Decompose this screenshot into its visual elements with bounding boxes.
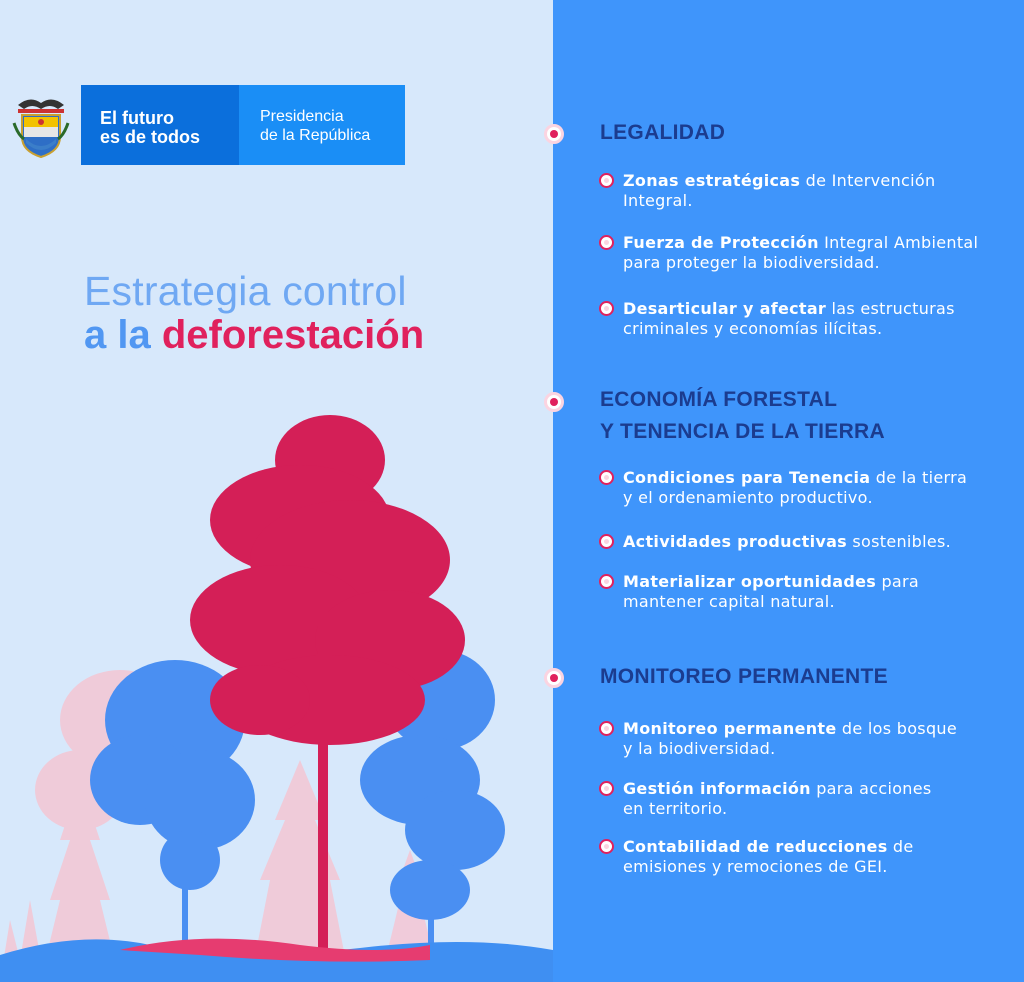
colombia-coat-of-arms-icon: [12, 95, 70, 161]
list-item: [599, 719, 1009, 759]
list-item: [599, 468, 1009, 508]
item-rest: las estructuras: [826, 299, 955, 318]
item-line-2: criminales y economías ilícitas.: [623, 319, 883, 338]
forest-illustration: [0, 400, 553, 982]
item-bold: Fuerza de Protección: [623, 233, 819, 252]
item-bold: Monitoreo permanente: [623, 719, 837, 738]
title-line-2-prefix: a la: [84, 313, 162, 357]
bullet-icon: [599, 301, 614, 316]
logo-pres-line-1: Presidencia: [260, 108, 344, 125]
section-title-line-1: ECONOMÍA FORESTAL: [600, 388, 838, 411]
item-bold: Condiciones para Tenencia: [623, 468, 871, 487]
section-title-line-2: Y TENENCIA DE LA TIERRA: [600, 420, 885, 443]
item-rest: de los bosque: [836, 719, 957, 738]
logo-el-futuro: [81, 85, 239, 165]
title-line-2: [84, 312, 544, 358]
list-item: [599, 837, 1009, 877]
section-title-legalidad: LEGALIDAD: [600, 121, 726, 144]
logo-presidencia: [239, 85, 405, 165]
item-rest: para: [876, 572, 919, 591]
list-item: [599, 572, 1009, 612]
section-title-economia: [600, 384, 885, 448]
item-rest: Integral Ambiental: [818, 233, 979, 252]
item-rest: de: [887, 837, 914, 856]
list-item: [599, 233, 1009, 273]
item-rest: para acciones: [810, 779, 932, 798]
item-bold: Desarticular y afectar: [623, 299, 827, 318]
item-line-2: y el ordenamiento productivo.: [623, 488, 873, 507]
logo-line-1: El futuro: [100, 108, 174, 128]
bullet-icon: [599, 574, 614, 589]
title-line-1: Estrategia control: [84, 268, 407, 314]
item-line-2: y la biodiversidad.: [623, 739, 776, 758]
timeline-dot-monitoreo: [544, 668, 564, 688]
item-bold: Actividades productivas: [623, 532, 848, 551]
item-rest: de Intervención: [800, 171, 936, 190]
item-line-2: mantener capital natural.: [623, 592, 835, 611]
item-bold: Zonas estratégicas: [623, 171, 801, 190]
section-title-monitoreo: MONITOREO PERMANENTE: [600, 665, 888, 688]
page-title: [84, 270, 544, 358]
item-bold: Contabilidad de reducciones: [623, 837, 888, 856]
item-line-2: para proteger la biodiversidad.: [623, 253, 880, 272]
item-line-2: Integral.: [623, 191, 693, 210]
bullet-icon: [599, 781, 614, 796]
item-bold: Materializar oportunidades: [623, 572, 877, 591]
timeline-dot-economia: [544, 392, 564, 412]
item-line-2: en territorio.: [623, 799, 728, 818]
bullet-icon: [599, 534, 614, 549]
bullet-icon: [599, 235, 614, 250]
title-line-2-highlight: deforestación: [161, 313, 425, 357]
list-item: [599, 532, 1009, 552]
item-rest: sostenibles.: [847, 532, 952, 551]
bullet-icon: [599, 721, 614, 736]
bullet-icon: [599, 470, 614, 485]
timeline-dot-legalidad: [544, 124, 564, 144]
list-item: [599, 171, 1009, 211]
item-rest: de la tierra: [870, 468, 968, 487]
item-bold: Gestión información: [623, 779, 811, 798]
bullet-icon: [599, 173, 614, 188]
logo-pres-line-2: de la República: [260, 127, 371, 144]
list-item: [599, 299, 1009, 339]
bullet-icon: [599, 839, 614, 854]
list-item: [599, 779, 1009, 819]
logo-line-2: es de todos: [100, 127, 201, 147]
item-line-2: emisiones y remociones de GEI.: [623, 857, 888, 876]
